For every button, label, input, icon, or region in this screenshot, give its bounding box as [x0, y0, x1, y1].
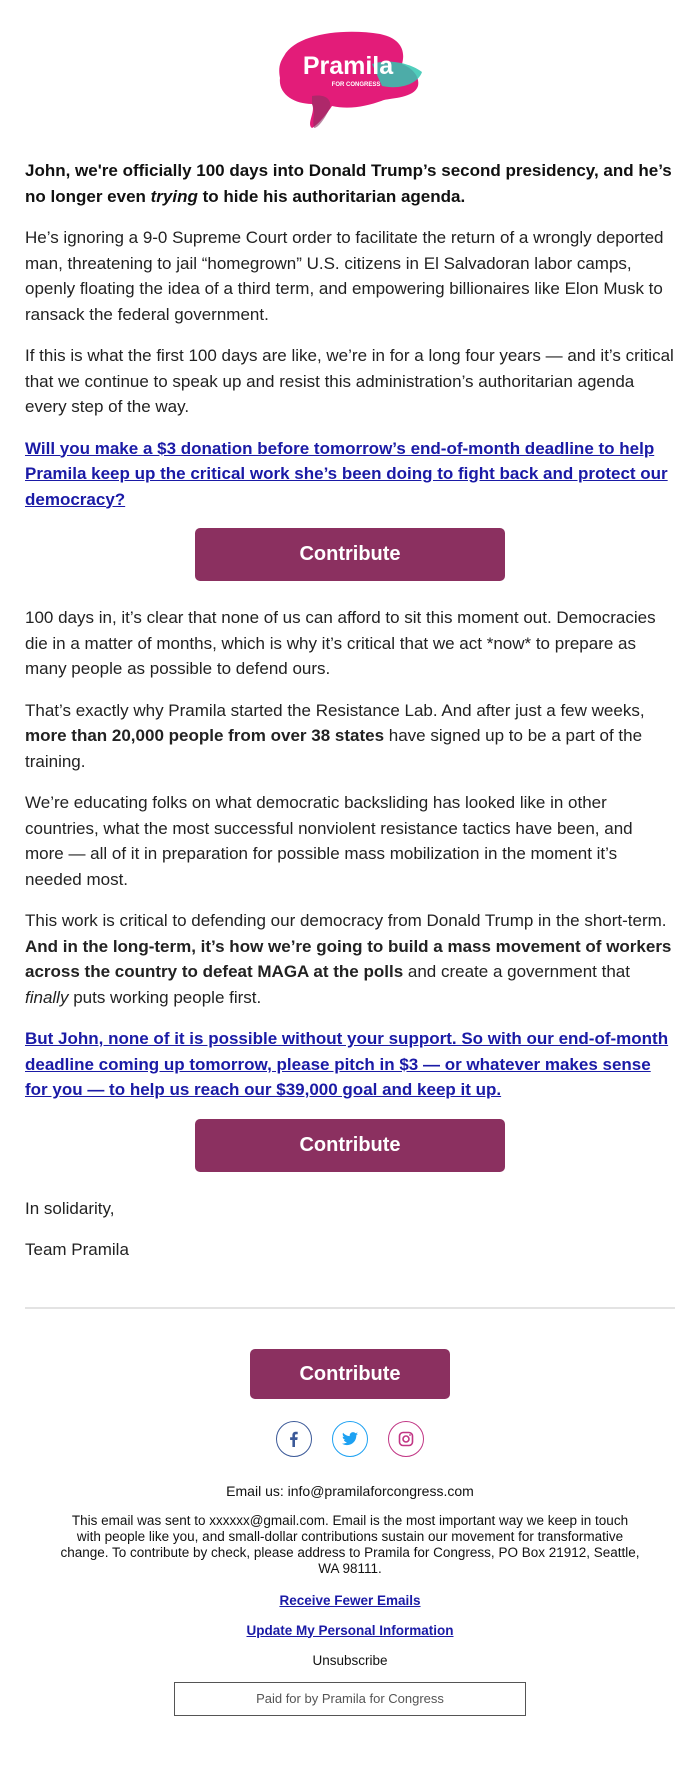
contribute-row [25, 1119, 675, 1172]
social-links [0, 1421, 700, 1457]
contact-email: Email us: info@pramilaforcongress.com [226, 1482, 474, 1499]
paragraph: That’s exactly why Pramila started the Resistance Lab. And after just a few weeks, more than 20,000 people from over 38 states have signed up to be a part of the training. [25, 700, 645, 771]
paragraph: If this is what the first 100 days are like, we’re in for a long four years — and it’s critical that we continue to speak up and resist this administration’s authoritarian agenda every step of the way. [25, 346, 674, 416]
legal-notice: This email was sent to xxxxxx@gmail.com. Email is the most important way we keep in touch with people like you, and small-dollar contributions sustain our movement for transformative change. To contribute by check, please address to Pramila for Congress, PO Box 21912, Seattle, WA 98111. [60, 1512, 640, 1576]
pramila-logo[interactable] [272, 24, 424, 134]
logo-wordmark: Pramila [302, 52, 394, 80]
instagram-icon[interactable] [388, 1421, 424, 1457]
contribute-button[interactable]: Contribute [195, 528, 505, 581]
twitter-icon[interactable] [332, 1421, 368, 1457]
divider [25, 1307, 675, 1309]
facebook-icon[interactable] [276, 1421, 312, 1457]
update-info-link[interactable]: Update My Personal Information [246, 1622, 454, 1638]
paragraph: He’s ignoring a 9-0 Supreme Court order to facilitate the return of a wrongly deported man, threatening to jail “homegrown” U.S. citizens in El Salvadoran labor camps, openly floating the idea of a third term, and empowering billionaires like Elon Musk to ransack the federal government. [25, 228, 664, 324]
header [0, 0, 700, 120]
contribute-button[interactable]: Contribute [195, 1119, 505, 1172]
footer-contribute-button[interactable]: Contribute [250, 1349, 450, 1399]
paragraph: 100 days in, it’s clear that none of us can afford to sit this moment out. Democracies die in a matter of months, which is why it’s critical that we act *now* to prepare as many people as possible to defend ours. [25, 608, 656, 678]
goal-ask-link[interactable]: But John, none of it is possible without your support. So with our end-of-month deadline coming up tomorrow, please pitch in $3 — or whatever makes sense for you — to help us reach our $39,000 goal and keep it up. [25, 1029, 669, 1099]
paid-for-disclaimer: Paid for by Pramila for Congress [174, 1682, 526, 1716]
contribute-row [25, 528, 675, 581]
donation-ask-paragraph [25, 1026, 675, 1103]
signature: Team Pramila [25, 1240, 129, 1259]
unsubscribe-link[interactable]: Unsubscribe [312, 1652, 388, 1668]
paragraph: We’re educating folks on what democratic backsliding has looked like in other countries, what the most successful nonviolent resistance tactics have been, and more — all of it in preparation for possible mass mobilization in the moment it’s needed most. [25, 793, 633, 889]
donation-ask-paragraph [25, 436, 675, 513]
donation-ask-link[interactable]: Will you make a $3 donation before tomorrow’s end-of-month deadline to help Pramila keep up the critical work she’s been doing to fight back and protect our democracy? [25, 438, 668, 509]
footer [0, 1349, 700, 1716]
email-body [0, 120, 700, 1263]
signoff: In solidarity, [25, 1198, 115, 1218]
paragraph: This work is critical to defending our democracy from Donald Trump in the short-term. And in the long-term, it’s how we’re going to build a mass movement of workers across the country to defeat MAGA at the polls and create a government that finally puts working people first. [25, 911, 672, 1007]
lead-paragraph: John, we're officially 100 days into Donald Trump’s second presidency, and he’s no longer even trying to hide his authoritarian agenda. [25, 161, 672, 206]
logo-subtitle: FOR CONGRESS [331, 82, 381, 88]
receive-fewer-emails-link[interactable]: Receive Fewer Emails [279, 1592, 421, 1608]
